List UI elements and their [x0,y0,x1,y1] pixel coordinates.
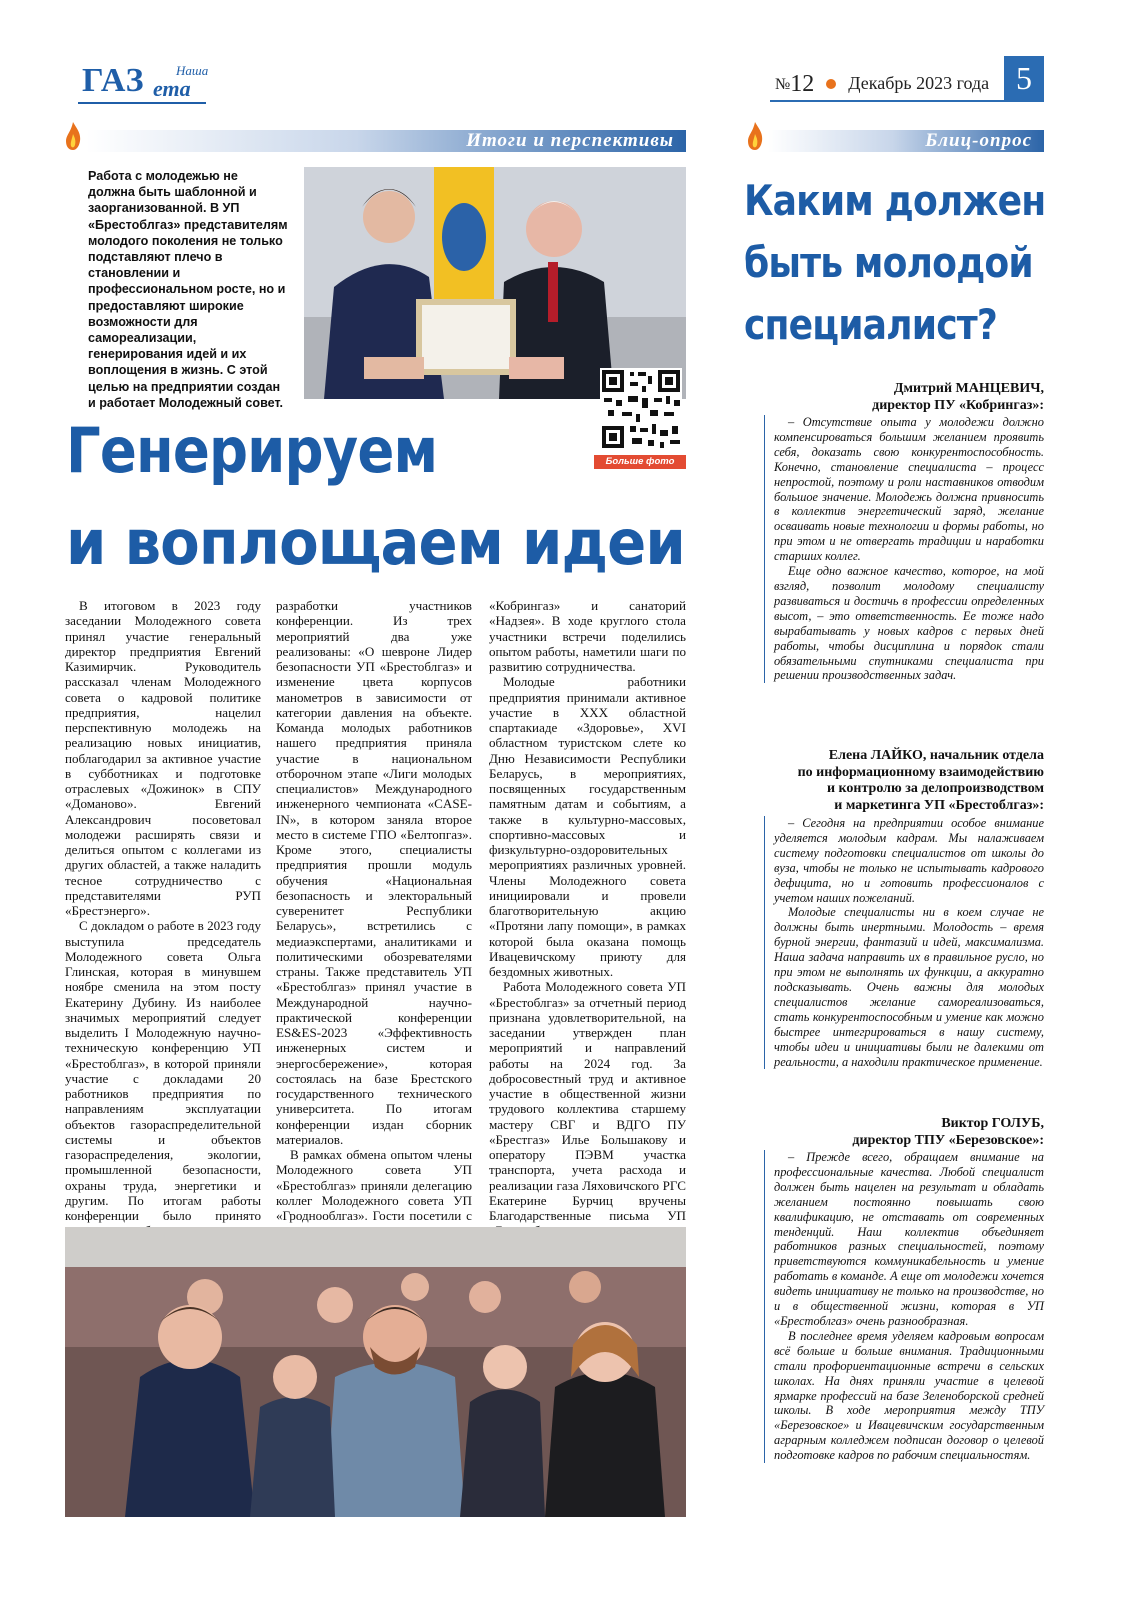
group-photo [65,1227,686,1517]
logo-rule [78,102,206,104]
respondent-name: Виктор ГОЛУБ, [941,1116,1044,1131]
respondent-2-quote [764,816,1044,1069]
header-rule [770,100,1004,102]
qr-caption: Больше фото здесь! [594,455,686,469]
poll-title-line: Каким должен [744,176,1046,225]
lead-paragraph: Работа с молодежью не должна быть шаблонной и заорганизованной. В УП «Брестоблгаз» представителям молодого поколения не только подставляют плечо в становлении и профессиональном росте, но и предоставляют широкие возможности для самореализации, генерирования идей и их воплощения в жизнь. С этой целью на предприятии создан и работает Молодежный совет. [88,169,288,410]
award-photo [304,167,686,399]
quote-paragraph: Еще одно важное качество, которое, на мой взгляд, позволит молодому специалисту развиваться и достичь в профессии определенных высот, – это ответственность. Ее тоже надо вырабатывать у новых кадров с первых дней работы, чтобы дисциплина и порядок стали обязательными спутниками специалиста при решении производственных задач. [774,564,1044,683]
poll-title-line: специалист? [744,300,997,349]
headline-line-2: и воплощаем идеи [66,506,685,579]
respondent-position: по информационному взаимодействию [797,764,1044,780]
poll-title [744,170,1046,356]
issue-date: Декабрь 2023 года [848,73,990,93]
logo-small: Наша [176,63,209,78]
masthead-logo [78,58,208,102]
article-paragraph: В рамках обмена опытом члены Молодежного совета УП «Брестоблгаз» приняли делегацию коллег Молодежного совета УП «Гроднооблгаз». Гости посетили с [276,1147,472,1223]
qr-code-icon [600,368,682,450]
respondent-position: и маркетинга УП «Брестоблгаз»: [834,797,1044,813]
respondent-3-quote [764,1150,1044,1463]
poll-title-line: быть молодой [744,238,1033,287]
quote-paragraph: – Прежде всего, обращаем внимание на профессиональные качества. Любой специалист должен быть нацелен на результат и обладать желанием постоянно повышать свою квалификацию, не отставать от современных тенденций. Наш коллектив объединяет работников разных специальностей, поэтому приветствуются коммуникабельность и умение работать в команде. А еще от молодежи хочется видеть инициативу не только на производстве, но и в общественной жизни, которая в УП «Брестоблгаз» очень разнообразная. [774,1150,1044,1328]
respondent-position: директор ПУ «Кобрингаз»: [872,397,1044,413]
article-column-2 [276,598,472,1254]
section-band-left: Итоги и перспективы [86,130,686,152]
article-column-1 [65,598,261,1269]
logo-main: ГАЗ [82,62,145,99]
article-paragraph: С докладом о работе в 2023 году выступила председатель Молодежного совета Ольга Глинская, которая в минувшем ноябре сменила на этом посту Екатерину Дубину. Из наиболее значимых мероприятий следует выделить I Молодежную научно-техническую конференцию УП «Брестоблгаз», в которой приняли участие с докладами 20 работников предприятия по направлениям эксплуатации объектов газораспределительной системы и объектов газораспределения, экологии, промышленной безопасности, охраны труда, энергетики и другим. По итогам работы конференции было принято [65,918,261,1223]
issue-prefix: № [775,76,791,93]
respondent-1-heading [760,381,1044,414]
flame-icon [64,121,82,151]
group-photo-illustration [65,1227,686,1517]
award-photo-illustration [304,167,686,399]
quote-paragraph: – Отсутствие опыта у молодежи должно компенсироваться большим желанием проявить себя, доказать свою конкурентоспособность. Конечно, становление специалиста – процесс непростой, поэтому и роли наставников отводим большое значение. Молодежь должна привносить в коллектив энергетический заряд, желание осваивать новые технологии и формы работы, но при этом и не отвергать традиции и наработки старших коллег. [774,415,1044,564]
section-band-right: Блиц-опрос [768,130,1044,152]
article-paragraph: «Кобрингаз» и санаторий «Надзея». В ходе круглого стола участники встречи поделились опытом работы, наметили шаги по развитию сотрудничества. [489,598,686,674]
respondent-name: Дмитрий МАНЦЕВИЧ, [893,381,1044,396]
quote-paragraph: В последнее время уделяем кадровым вопросам всё больше и больше внимания. Традиционными стали профориентационные встречи в сельских школах. На днях приняли участие в целевой ярмарке профессий на базе Зеленоборской средней школы. В ходе мероприятия между ТПУ «Березовское» и Ивацевичским государственным аграрным колледжем подписан договор о целевой подготовке кадров по рабочим специальностям. [774,1328,1044,1463]
quote-paragraph: Молодые специалисты ни в коем случае не должны быть инертными. Молодость – время бурной энергии, фантазий и идей, максимализма. Наша задача направить их в правильное русло, но при этом не выполнять их функции, а аккуратно подсказывать. Очень важны для молодых специалистов желание самореализоваться, стать конкурентоспособным и умение как можно быстрее интегрироваться в нашу систему, чтобы идеи и инициативы были не далекими от реальности, а находили практическое применение. [774,905,1044,1069]
article-paragraph: Работа Молодежного совета УП «Брестоблгаз» за отчетный период признана удовлетворительной, на заседании утвержден план мероприятий и направлений работы на 2024 год. За добросовестный труд и активное участие в общественной жизни трудового коллектива старшему мастеру СВГ и ВДГО ПУ «Брестгаз» Илье Большакову и оператору ПЭВМ участка транспорта, учета расхода и реализации газа Ляховичского РГС Екатерине Бурчиц вручены Благодарственные письма УП [489,979,686,1223]
article-column-3 [489,598,686,1239]
separator-dot-icon [826,79,836,89]
issue-info [775,71,989,98]
article-paragraph: Молодые работники предприятия принимали активное участие в XXX областной спартакиаде «Здоровье», XVI областном туристском слете ко Дню Независимости Республики Беларусь, в мероприятиях, посвященных государственным памятным датам и событиям, а также в культурно-массовых, спортивно-массовых и физкультурно-оздоровительных мероприятиях различных уровней. Члены Молодежного совета инициировали и провели благотворительную акцию «Протяни лапу помощи», в рамках которой была оказана помощь Ивацевичскому приюту для бездомных животных. [489,674,686,979]
respondent-name: Елена ЛАЙКО, начальник отдела [828,748,1044,763]
quote-paragraph: – Сегодня на предприятии особое внимание уделяется молодым кадрам. Мы налаживаем систему подготовки специалистов от школы до вуза, чтобы не только не испытывать кадрового дефицита, но и готовить профессионалов с учетом наших пожеланий. [774,816,1044,905]
respondent-2-heading [760,748,1044,814]
page-number: 5 [1004,56,1044,102]
article-paragraph: В итоговом в 2023 году заседании Молодежного совета принял участие генеральный директор предприятия Евгений Казимирчик. Руководитель рассказал членам Молодежного совета о кадровой политике предприятия, нацелил перспективную молодежь на реализацию новых инициатив, поблагодарил за активное участие в субботниках и подготовке отраслевых «Дожинок» в СПУ «Доманово». Евгений Александрович посоветовал молодежи расширять связи и делиться опытом с коллегами из других областей, а также наладить тесное сотрудничество с представителями РУП «Брестэнерго». [65,598,261,918]
respondent-position: и контролю за делопроизводством [826,781,1044,796]
respondent-position: директор ТПУ «Березовское»: [852,1132,1044,1148]
issue-number: 12 [790,71,815,97]
article-paragraph: разработки участников конференции. Из трех мероприятий два уже реализованы: «О шевроне Лидер безопасности УП «Брестоблгаз» и изменение цвета корпусов манометров в зависимости от категории давления на объекте. Команда молодых работников нашего предприятия приняла участие в национальном отборочном этапе «Лиги молодых специалистов» Международного инженерного чемпионата «CASE-IN», в котором заняла второе место в системе ГПО «Белтопгаз». Кроме этого, специалисты предприятия прошли модуль обучения «Национальная безопасность и электоральный суверенитет Республики Беларусь», встретились с медиаэкспертами, аналитиками и политическими обозревателями страны. Также представитель УП «Брестоблгаз» принял участие в Международной научно-практической конференции ES&ES-2023 «Эффективность инженерных систем и энергосбережение», которая состоялась на базе Брестского государственного технического университета. По итогам конференции издан сборник материалов. [276,598,472,1147]
flame-icon [746,121,764,151]
headline-line-1: Генерируем [66,414,438,487]
respondent-1-quote [764,415,1044,683]
respondent-3-heading [760,1116,1044,1149]
qr-code[interactable] [600,368,682,450]
logo-tail: ета [153,76,191,101]
